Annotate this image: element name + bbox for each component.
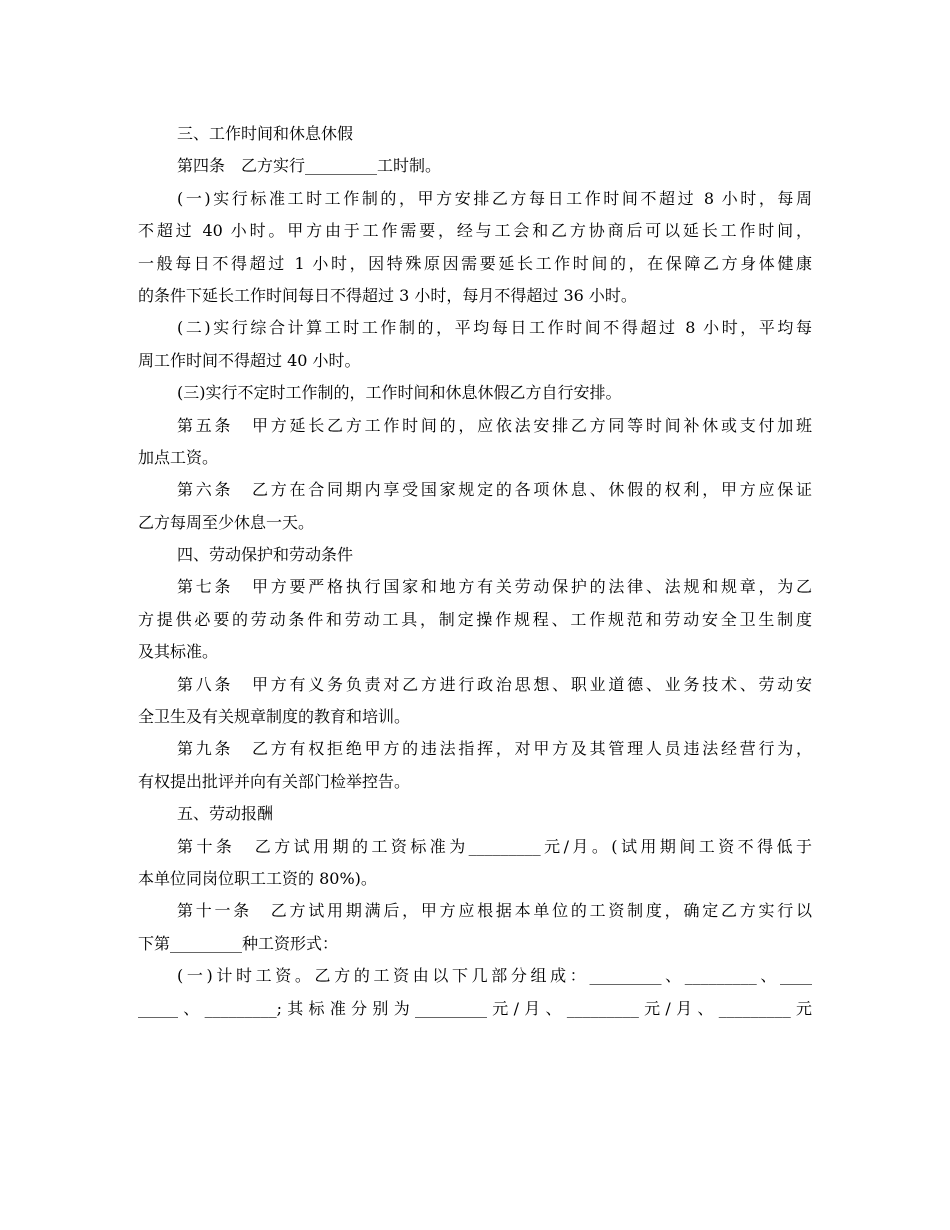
text-line: (二)实行综合计算工时工作制的，平均每日工作时间不得超过 8 小时，平均每 [177,318,812,338]
text-line: _____、_________;其标准分别为_________元/月、_________元/月、_________元 [138,998,812,1018]
text-line: 及其标准。 [138,642,219,662]
text-line: (一)计时工资。乙方的工资由以下几部分组成：_________、_________、____ [177,966,812,986]
text-line: (一)实行标准工时工作制的，甲方安排乙方每日工作时间不超过 8 小时，每周 [177,188,812,208]
text-line: 第十一条 乙方试用期满后，甲方应根据本单位的工资制度，确定乙方实行以 [177,901,812,921]
text-line: 第九条 乙方有权拒绝甲方的违法指挥，对甲方及其管理人员违法经营行为， [177,739,812,759]
text-line: 第四条 乙方实行_________工时制。 [177,156,442,176]
text-line: 不超过 40 小时。甲方由于工作需要，经与工会和乙方协商后可以延长工作时间， [138,221,812,241]
text-line: 有权提出批评并向有关部门检举控告。 [138,771,411,791]
text-line: 下第_________种工资形式： [138,933,339,953]
text-line: 的条件下延长工作时间每日不得超过 3 小时，每月不得超过 36 小时。 [138,285,637,305]
text-line: 五、劳动报酬 [177,804,274,824]
text-line: 第十条 乙方试用期的工资标准为_________元/月。(试用期间工资不得低于 [177,836,812,856]
text-line: 第七条 甲方要严格执行国家和地方有关劳动保护的法律、法规和规章，为乙 [177,577,812,597]
text-line: 全卫生及有关规章制度的教育和培训。 [138,707,411,727]
document-body [138,118,812,1025]
text-line: 加点工资。 [138,447,219,467]
text-line: 乙方每周至少休息一天。 [138,512,315,532]
text-line: (三)实行不定时工作制的，工作时间和休息休假乙方自行安排。 [177,383,622,403]
text-line: 一般每日不得超过 1 小时，因特殊原因需要延长工作时间的，在保障乙方身体健康 [138,253,812,273]
text-line: 四、劳动保护和劳动条件 [177,545,354,565]
text-line: 方提供必要的劳动条件和劳动工具，制定操作规程、工作规范和劳动安全卫生制度 [138,609,812,629]
text-line: 第六条 乙方在合同期内享受国家规定的各项休息、休假的权利，甲方应保证 [177,480,812,500]
text-line: 三、工作时间和休息休假 [177,124,354,143]
text-line: 本单位同岗位职工工资的 80%)。 [138,868,377,888]
text-line: 周工作时间不得超过 40 小时。 [138,350,361,370]
text-line: 第五条 甲方延长乙方工作时间的，应依法安排乙方同等时间补休或支付加班 [177,415,812,435]
text-line: 第八条 甲方有义务负责对乙方进行政治思想、职业道德、业务技术、劳动安 [177,674,812,694]
